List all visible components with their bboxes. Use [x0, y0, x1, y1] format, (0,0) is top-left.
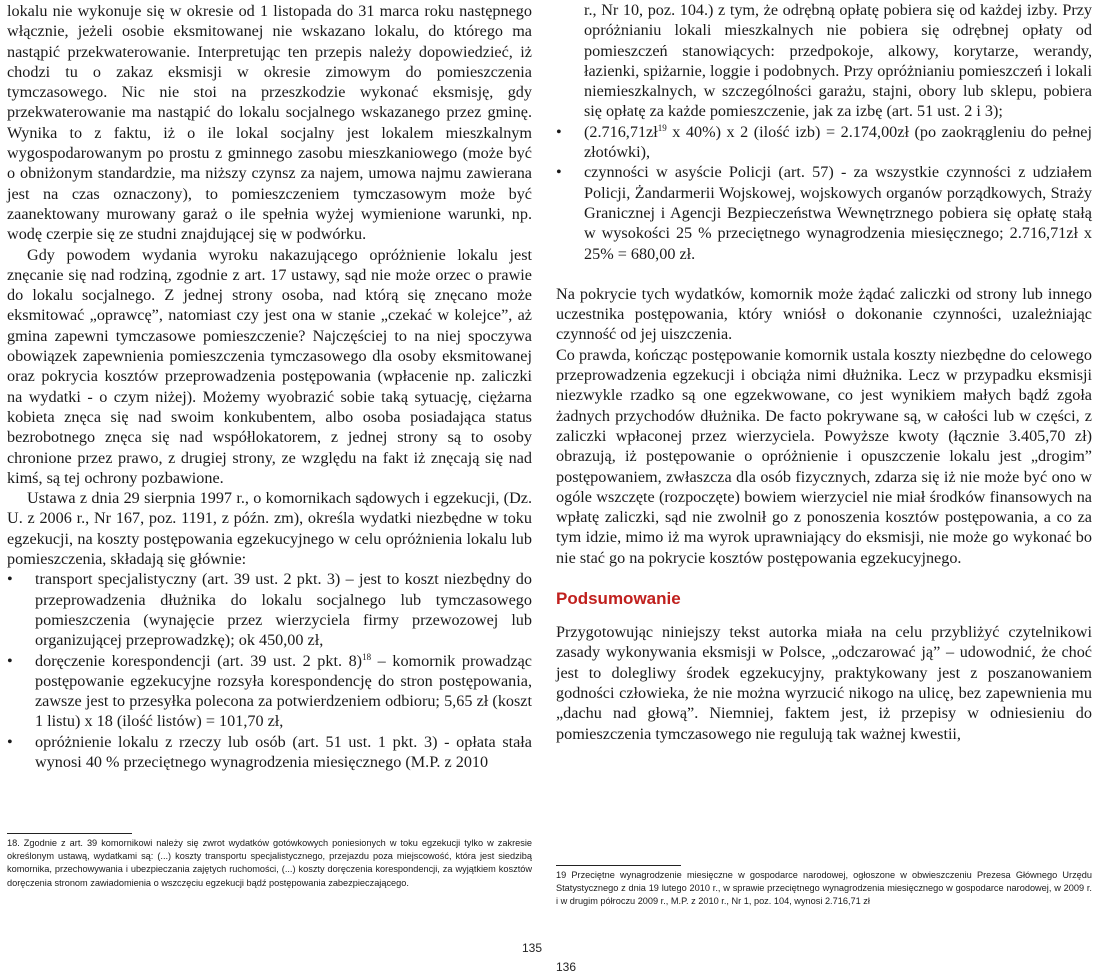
page-number-left: 135	[522, 941, 543, 955]
left-footnote-area	[7, 833, 532, 890]
bullet-icon: •	[556, 122, 562, 141]
cost-list-left	[7, 569, 532, 772]
left-page-column	[7, 0, 532, 772]
bullet-icon: •	[556, 163, 562, 182]
list-item-text: transport specjalistyczny (art. 39 ust. 2 pkt. 3) – jest to koszt niezbędny do przeprowadzenia dłużnika do lokalu socjalnego lub tymczasowego pomieszczenia (wynajęcie przez wierzyciela firmy przewozowej lub organizującej przeprowadzkę); ok 450,00 zł,	[35, 570, 532, 650]
page-number-right: 136	[556, 960, 577, 974]
section-heading: Podsumowanie	[556, 589, 681, 609]
right-footnote-area	[556, 865, 1092, 909]
list-item-police-assistance	[556, 162, 1092, 263]
footnote-ref-19[interactable]: 19	[657, 122, 667, 133]
bullet-icon: •	[7, 651, 13, 670]
list-item-text: opróżnienie lokalu z rzeczy lub osób (art. 51 ust. 1 pkt. 3) - opłata stała wynosi 40 % przeciętnego wynagrodzenia miesięcznego (M.P. z 2010	[35, 732, 532, 771]
paragraph-summary: Przygotowując niniejszy tekst autorka miała na celu przybliżyć czytelnikowi zasady wykonywania eksmisji w Polsce, „odczarować ją” – udowodnić, że choć jest to dolegliwy środek egzekucyjny, praktykowany jest z poszanowaniem godności człowieka, że nie można wyrzucić nikogo na ulicę, bez zapewnienia mu „dachu nad głową”. Niemniej, faktem jest, iż przepisy w odniesieniu do pomieszczenia tymczasowego nie regulują tak ważnej kwestii,	[556, 623, 1092, 743]
cost-list-right	[556, 0, 1092, 264]
list-item-text: (2.716,71zł	[584, 122, 658, 141]
list-item-text: x 40%) x 2 (ilość izb) = 2.174,00zł (po zaokrągleniu do pełnej złotówki),	[584, 122, 1092, 162]
paragraph-advance-payment: Na pokrycie tych wydatków, komornik może żądać zaliczki od strony lub innego uczestnika postępowania, który wniósł o dokonanie czynności, uzależniając czynność od jej uiszczenia.	[556, 284, 1092, 344]
right-page-column	[556, 0, 1092, 744]
list-item-calculation	[556, 122, 1092, 163]
bullet-icon: •	[7, 732, 13, 751]
list-item-text: – komornik prowadząc postępowanie egzekucyjne rozsyła korespondencję do stron postępowania, zawsze jest to przesyłka polecona za potwierdzeniem odbioru; 5,65 zł (koszt 1 listu) x 18 (ilość listów) = 101,70 zł,	[35, 651, 532, 731]
list-item-vacating	[7, 732, 532, 773]
paragraph-domestic-abuse: Gdy powodem wydania wyroku nakazującego opróżnienie lokalu jest znęcanie się nad rodziną, zgodnie z art. 17 ustawy, sąd nie może orzec o prawie do lokalu socjalnego. Z jednej strony osoba, nad którą się znęcano może eksmitować „oprawcę”, natomiast czy jest ona w stanie „czekać w kolejce”, aż gmina zapewni tymczasowe pomieszczenie? Najczęściej to na niej spoczywa obowiązek zapewnienia pomieszczenia tymczasowego dla osoby eksmitowanej oraz pokrycia kosztów przeprowadzenia postępowania (wpłacenie np. zaliczki na wydatki - o czym niżej). Możemy wyobrazić sobie taką sytuację, ciężarna kobieta znęca się nad swoim konkubentem, albo osoba posiadająca status bezrobotnego znęca się nad współlokatorem, z jednej strony są to osoby chronione przez prawo, z drugiej strony, ze względu na fakt iż znęcają się nad kimś, są tej ochrony pozbawione.	[7, 245, 532, 487]
paragraph-costs-summary: Co prawda, kończąc postępowanie komornik ustala koszty niezbędne do celowego przeprowadzenia egzekucji i obciąża nimi dłużnika. Lecz w przypadku eksmisji niezwykle rzadko są one egzekwowane, co jest wynikiem małych bądź zgoła żadnych przychodów dłużnika. De facto pokrywane są, w całości lub w części, z zaliczki wpłaconej przez wierzyciela. Powyższe kwoty (łącznie 3.405,70 zł) obrazują, iż postępowanie o opróżnienie i opuszczenie lokalu jest „drogim” postępowaniem, zwłaszcza dla osób fizycznych, zdarza się iż nie może być ono w ogóle wszczęte (rozpoczęte) bowiem wierzyciel nie miał środków finansowych na wpłatę zaliczki, sąd nie zwolnił go z ponoszenia kosztów postępowania, a co za tym idzie, mimo iż ma wyrok uprawniający do eksmisji, nie może go wykonać bo nie stać go na pokrycie kosztów postępowania egzekucyjnego.	[556, 345, 1092, 567]
paragraph-bailiff-act: Ustawa z dnia 29 sierpnia 1997 r., o komornikach sądowych i egzekucji, (Dz. U. z 2006 r., Nr 167, poz. 1191, z późn. zm), określa wydatki niezbędne w toku egzekucji, na koszty postępowania egzekucyjnego w celu opróżnienia lokalu lub pomieszczenia, składają się głównie:	[7, 489, 532, 569]
list-item-text: r., Nr 10, poz. 104.) z tym, że odrębną opłatę pobiera się od każdej izby. Przy opróżnianiu lokali mieszkalnych nie pobiera się odrębnej opłaty od pomieszczeń stanowiących: przedpokoje, alkowy, korytarze, werandy, łazienki, spiżarnie, loggie i podobnych. Przy opróżnianiu pomieszczeń i lokali niemieszkalnych, w szczególności garażu, stajni, obory lub sklepu, pobiera się opłatę za każde pomieszczenie, jak za izbę (art. 51 ust. 2 i 3);	[584, 1, 1092, 121]
footnote-divider	[7, 833, 132, 834]
list-item-text: czynności w asyście Policji (art. 57) - za wszystkie czynności z udziałem Policji, Żandarmerii Wojskowej, wojskowych organów porządkowych, Straży Granicznej i Agencji Bezpieczeństwa Wewnętrznego pobiera się opłatę stałą w wysokości 25 % przeciętnego wynagrodzenia miesięcznego; 2.716,71zł x 25% = 680,00 zł.	[584, 163, 1092, 263]
paragraph-winter-eviction: lokalu nie wykonuje się w okresie od 1 listopada do 31 marca roku następnego włącznie, jeżeli osobie eksmitowanej nie wskazano lokalu, do którego ma nastąpić przekwaterowanie. Interpretując ten przepis należy dopowiedzieć, iż chodzi tu o zakaz eksmisji w okresie zimowym do pomieszczenia tymczasowego. Nic nie stoi na przeszkodzie wykonać eksmisję, gdy przekwaterowanie ma nastąpić do lokalu socjalnego wskazanego przez gminę. Wynika to z faktu, iż o ile lokal socjalny jest lokalem mieszkalnym wygospodarowanym po prostu z gminnego zasobu mieszkaniowego (może być o obniżonym standardzie, ma niższy czynsz za najem, umowa najmu zawierana jest na czas oznaczony), to pomieszczeniem tymczasowym może być zaanektowany murowany garaż o ile spełnia wyżej wymienione warunki, np. wodę czerpie się ze studni znajdującej się w podwórku.	[7, 2, 532, 244]
footnote-19: 19 Przeciętne wynagrodzenie miesięczne w gospodarce narodowej, ogłoszone w obwieszczeniu Prezesa Głównego Urzędu Statystycznego z dnia 19 lutego 2010 r., w sprawie przeciętnego wynagrodzenia miesięcznego w gospodarce narodowej, w 2009 r. i w drugim półroczu 2009 r., M.P. z 2010 r., Nr 1, poz. 104, wynosi 2.716,71 zł	[556, 870, 1092, 907]
footnote-ref-18[interactable]: 18	[362, 651, 372, 662]
list-item-continuation	[556, 0, 1092, 122]
list-item-correspondence	[7, 651, 532, 732]
footnote-divider	[556, 865, 681, 866]
footnote-18: 18. Zgodnie z art. 39 komornikowi należy się zwrot wydatków gotówkowych poniesionych w toku egzekucji tylko w zakresie określonym ustawą, wydatkami są: (...) koszty transportu specjalistycznego, przejazdu poza miejscowość, która jest siedzibą komornika, przechowywania i ubezpieczania zajętych ruchomości, (...) koszty doręczenia korespondencji, za wyjątkiem kosztów doręczenia stronom zawiadomienia o wszczęciu egzekucji bądź postępowania zabezpieczającego.	[7, 838, 532, 888]
list-item-transport	[7, 569, 532, 650]
bullet-icon: •	[7, 570, 13, 589]
list-item-text: doręczenie korespondencji (art. 39 ust. 2 pkt. 8)	[35, 651, 363, 670]
